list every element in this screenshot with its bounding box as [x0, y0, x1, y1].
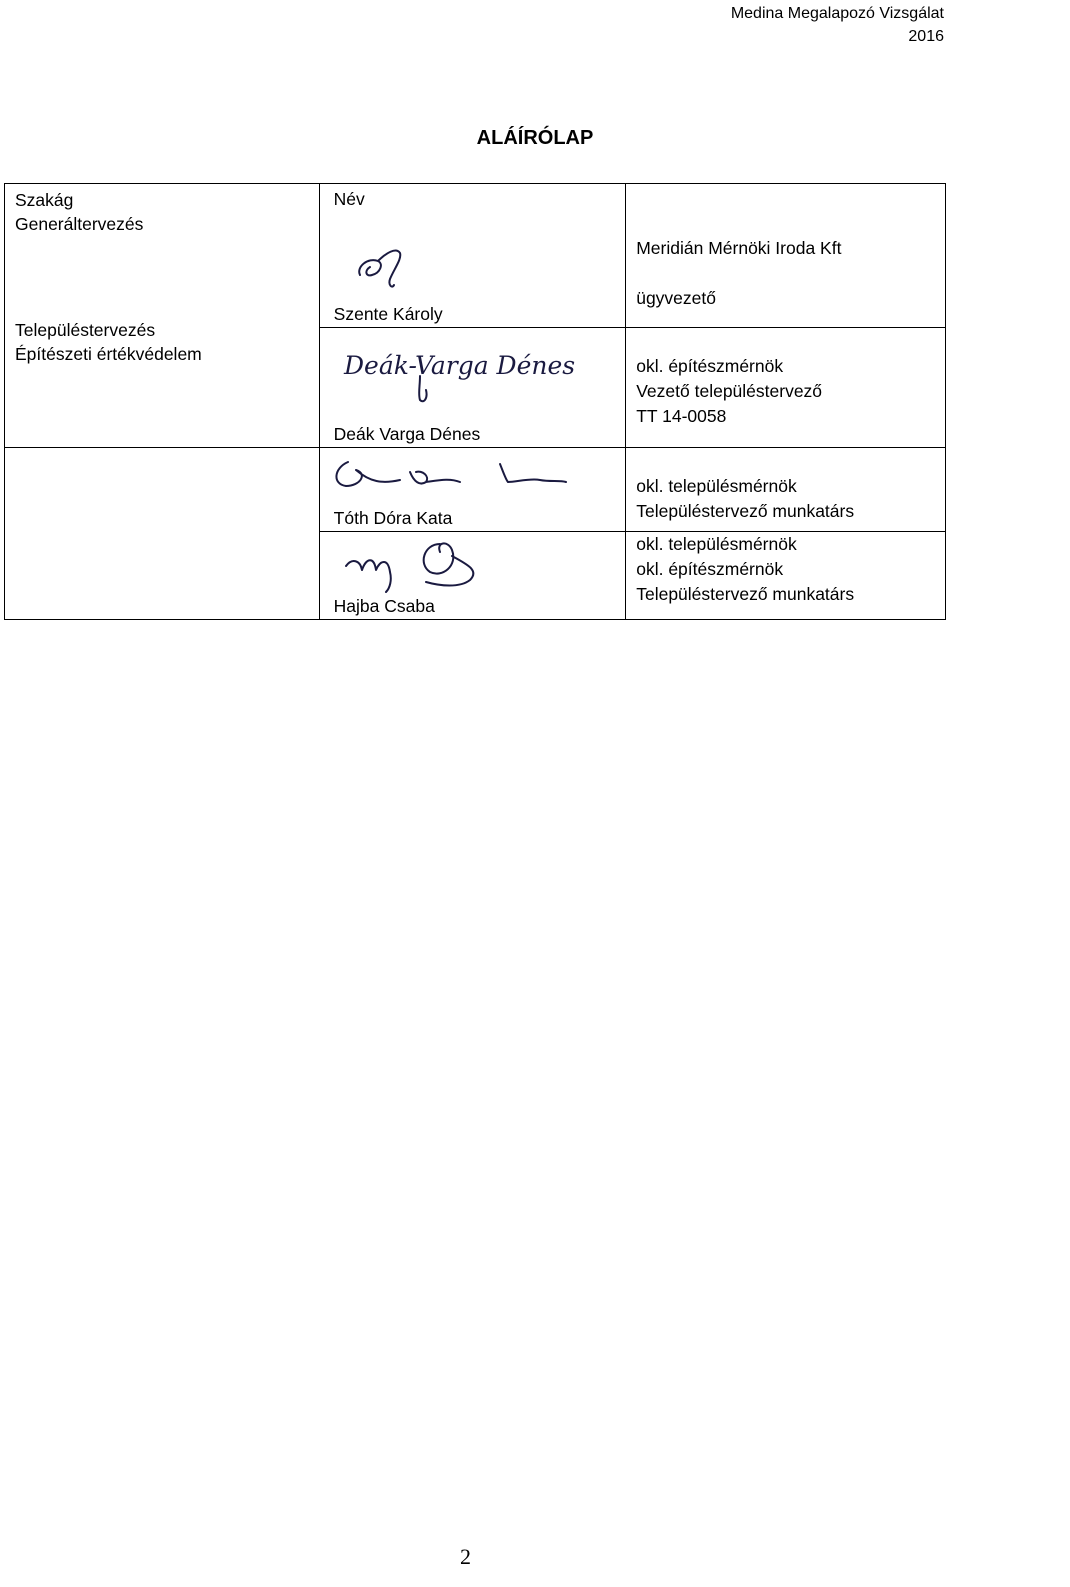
signature-image-szente: [350, 239, 420, 291]
name-header: Név: [333, 189, 365, 209]
signature-image-hajba: [340, 536, 500, 594]
role-cell-szente: [626, 184, 946, 328]
discipline-general: Generáltervezés: [15, 214, 144, 234]
role-cell-toth: [626, 448, 946, 532]
document-title: Medina Megalapozó Vizsgálat: [730, 5, 944, 22]
name-cell-szente: [319, 184, 626, 328]
registration-number: TT 14-0058: [636, 406, 727, 426]
signature-table: [4, 183, 946, 620]
signature-image-deak: [340, 340, 575, 410]
discipline-empty-cell: [5, 448, 320, 620]
discipline-heritage: Építészeti értékvédelem: [15, 344, 202, 364]
discipline-header: Szakág: [15, 190, 74, 210]
role-title: ügyvezető: [636, 288, 716, 308]
role-line: okl. településmérnök: [636, 476, 797, 496]
signatory-name: Deák Varga Dénes: [333, 424, 481, 444]
name-cell-toth: [319, 448, 626, 532]
role-line: Településtervező munkatárs: [636, 501, 855, 521]
page-title: ALÁÍRÓLAP: [476, 127, 594, 149]
signature-image-toth: [330, 454, 570, 494]
role-line: okl. építészmérnök: [636, 356, 784, 376]
signatory-name: Hajba Csaba: [333, 596, 435, 616]
name-cell-deak: [319, 328, 626, 448]
role-line: Településtervező munkatárs: [636, 584, 855, 604]
page-number: 2: [460, 1544, 471, 1569]
running-header: [731, 2, 944, 48]
signatory-name: Tóth Dóra Kata: [333, 508, 453, 528]
document-year: 2016: [908, 28, 944, 45]
signatory-name: Szente Károly: [333, 304, 443, 324]
role-line: okl. építészmérnök: [636, 559, 784, 579]
role-line: Vezető településtervező: [636, 381, 823, 401]
discipline-cell: [5, 184, 320, 448]
company-name: Meridián Mérnöki Iroda Kft: [636, 238, 842, 258]
role-line: okl. településmérnök: [636, 534, 797, 554]
role-cell-hajba: [626, 532, 946, 620]
name-cell-hajba: [319, 532, 626, 620]
discipline-urban: Településtervezés: [15, 320, 156, 340]
role-cell-deak: [626, 328, 946, 448]
signature-lettering: Deák-Varga Dénes: [343, 351, 575, 380]
